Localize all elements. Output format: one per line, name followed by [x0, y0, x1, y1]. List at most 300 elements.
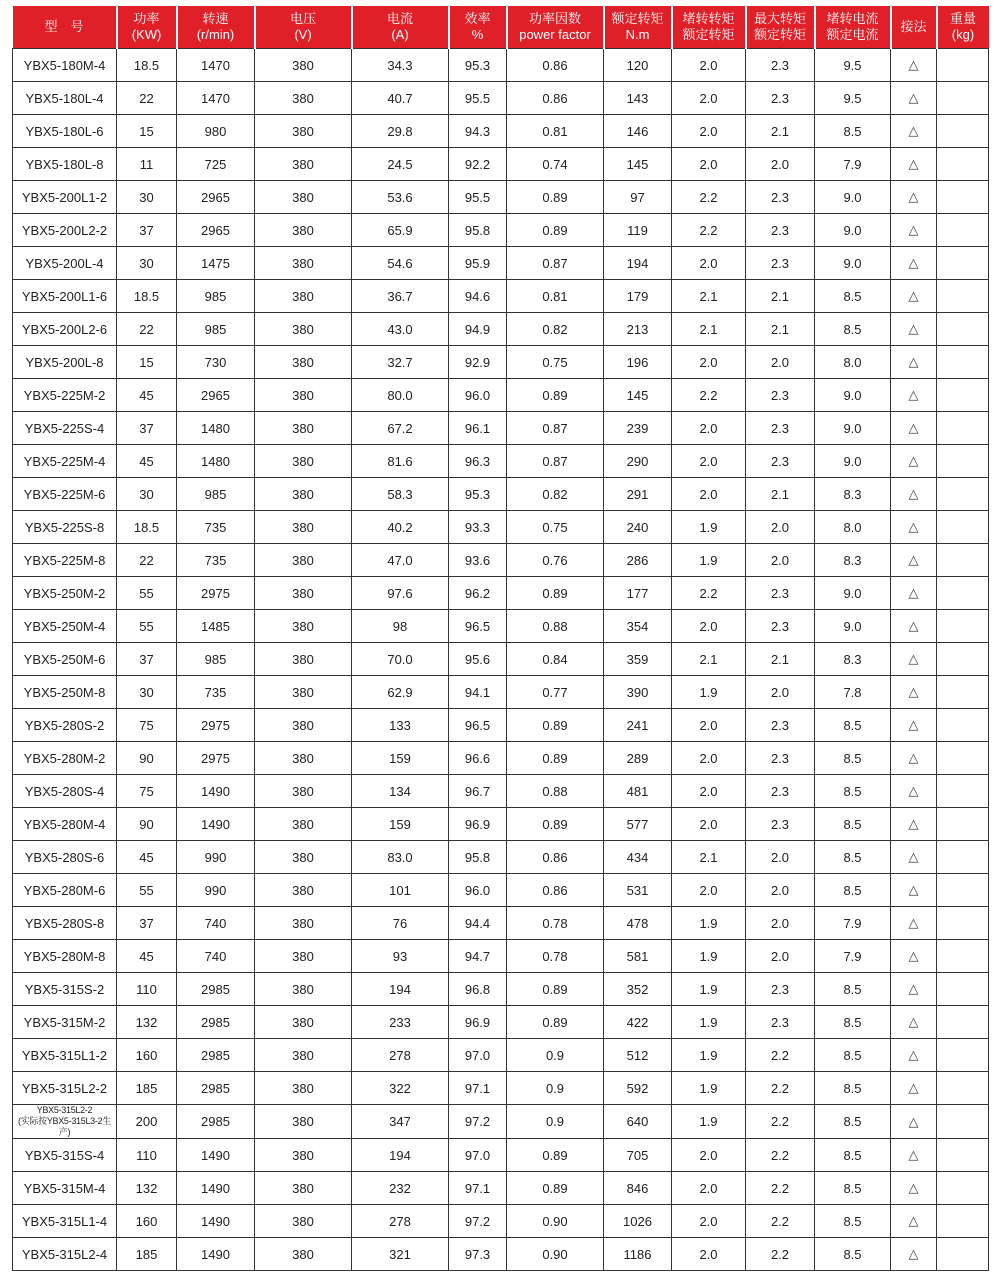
max-torque-cell: 2.0 — [746, 511, 815, 544]
model-cell: YBX5-200L2-6 — [13, 313, 117, 346]
rated-torque-cell: 241 — [604, 709, 672, 742]
efficiency-cell: 94.1 — [449, 676, 507, 709]
voltage-cell: 380 — [255, 214, 352, 247]
max-torque-cell: 2.1 — [746, 313, 815, 346]
power-cell: 185 — [117, 1072, 177, 1105]
power-factor-cell: 0.82 — [507, 478, 604, 511]
locked-rotor-current-cell: 8.0 — [815, 346, 891, 379]
power-cell: 90 — [117, 808, 177, 841]
efficiency-cell: 95.9 — [449, 247, 507, 280]
max-torque-cell: 2.3 — [746, 775, 815, 808]
model-cell: YBX5-225M-4 — [13, 445, 117, 478]
power-factor-cell: 0.9 — [507, 1039, 604, 1072]
connection-cell: △ — [891, 709, 937, 742]
weight-cell — [937, 115, 989, 148]
power-cell: 185 — [117, 1238, 177, 1271]
locked-rotor-current-cell: 7.9 — [815, 940, 891, 973]
locked-rotor-torque-cell: 2.0 — [672, 346, 746, 379]
table-row — [13, 313, 989, 346]
efficiency-cell: 95.5 — [449, 181, 507, 214]
table-row — [13, 841, 989, 874]
speed-cell: 1480 — [177, 445, 255, 478]
header-label: 电流 — [386, 11, 413, 26]
locked-rotor-torque-cell: 2.0 — [672, 775, 746, 808]
header-speed — [177, 6, 255, 49]
speed-cell: 2985 — [177, 973, 255, 1006]
locked-rotor-current-cell: 7.9 — [815, 907, 891, 940]
header-label: 转速 — [202, 11, 229, 26]
voltage-cell: 380 — [255, 1072, 352, 1105]
current-cell: 194 — [352, 1139, 449, 1172]
model-cell: YBX5-180M-4 — [13, 49, 117, 82]
power-cell: 30 — [117, 676, 177, 709]
header-model — [13, 6, 117, 49]
locked-rotor-torque-cell: 2.0 — [672, 49, 746, 82]
speed-cell: 985 — [177, 643, 255, 676]
max-torque-cell: 2.3 — [746, 247, 815, 280]
table-row — [13, 181, 989, 214]
weight-cell — [937, 676, 989, 709]
model-cell: YBX5-225S-8 — [13, 511, 117, 544]
voltage-cell: 380 — [255, 346, 352, 379]
power-cell: 30 — [117, 247, 177, 280]
locked-rotor-torque-cell: 2.0 — [672, 1238, 746, 1271]
power-factor-cell: 0.89 — [507, 577, 604, 610]
current-cell: 278 — [352, 1039, 449, 1072]
table-row — [13, 940, 989, 973]
speed-cell: 1490 — [177, 808, 255, 841]
power-cell: 18.5 — [117, 280, 177, 313]
connection-cell: △ — [891, 346, 937, 379]
max-torque-cell: 2.3 — [746, 412, 815, 445]
rated-torque-cell: 1026 — [604, 1205, 672, 1238]
rated-torque-cell: 481 — [604, 775, 672, 808]
model-cell: YBX5-280M-4 — [13, 808, 117, 841]
efficiency-cell: 97.2 — [449, 1105, 507, 1139]
voltage-cell: 380 — [255, 676, 352, 709]
table-row — [13, 148, 989, 181]
current-cell: 36.7 — [352, 280, 449, 313]
current-cell: 47.0 — [352, 544, 449, 577]
weight-cell — [937, 49, 989, 82]
motor-spec-table — [12, 6, 988, 1271]
current-cell: 278 — [352, 1205, 449, 1238]
weight-cell — [937, 544, 989, 577]
current-cell: 40.2 — [352, 511, 449, 544]
efficiency-cell: 94.7 — [449, 940, 507, 973]
connection-cell: △ — [891, 181, 937, 214]
power-cell: 37 — [117, 907, 177, 940]
power-cell: 37 — [117, 412, 177, 445]
speed-cell: 2985 — [177, 1039, 255, 1072]
power-factor-cell: 0.89 — [507, 181, 604, 214]
voltage-cell: 380 — [255, 544, 352, 577]
header-sublabel: (A) — [391, 27, 409, 42]
rated-torque-cell: 359 — [604, 643, 672, 676]
weight-cell — [937, 874, 989, 907]
locked-rotor-current-cell: 8.5 — [815, 1006, 891, 1039]
power-factor-cell: 0.88 — [507, 610, 604, 643]
rated-torque-cell: 640 — [604, 1105, 672, 1139]
weight-cell — [937, 478, 989, 511]
speed-cell: 1470 — [177, 49, 255, 82]
current-cell: 159 — [352, 808, 449, 841]
current-cell: 24.5 — [352, 148, 449, 181]
efficiency-cell: 94.6 — [449, 280, 507, 313]
power-factor-cell: 0.90 — [507, 1205, 604, 1238]
connection-cell: △ — [891, 544, 937, 577]
model-cell: YBX5-225M-8 — [13, 544, 117, 577]
table-row — [13, 478, 989, 511]
locked-rotor-current-cell: 8.5 — [815, 313, 891, 346]
power-cell: 22 — [117, 544, 177, 577]
locked-rotor-torque-cell: 2.2 — [672, 181, 746, 214]
current-cell: 58.3 — [352, 478, 449, 511]
locked-rotor-torque-cell: 1.9 — [672, 1072, 746, 1105]
current-cell: 322 — [352, 1072, 449, 1105]
max-torque-cell: 2.1 — [746, 280, 815, 313]
speed-cell: 1485 — [177, 610, 255, 643]
table-row — [13, 577, 989, 610]
rated-torque-cell: 145 — [604, 148, 672, 181]
model-cell: YBX5-315L1-2 — [13, 1039, 117, 1072]
speed-cell: 2965 — [177, 181, 255, 214]
header-label: 功率 — [133, 11, 160, 26]
speed-cell: 735 — [177, 676, 255, 709]
weight-cell — [937, 610, 989, 643]
voltage-cell: 380 — [255, 1238, 352, 1271]
current-cell: 93 — [352, 940, 449, 973]
power-factor-cell: 0.81 — [507, 280, 604, 313]
current-cell: 80.0 — [352, 379, 449, 412]
model-cell: YBX5-315L2-4 — [13, 1238, 117, 1271]
voltage-cell: 380 — [255, 181, 352, 214]
locked-rotor-current-cell: 8.5 — [815, 1105, 891, 1139]
power-cell: 200 — [117, 1105, 177, 1139]
model-cell: YBX5-315M-2 — [13, 1006, 117, 1039]
locked-rotor-current-cell: 8.5 — [815, 1072, 891, 1105]
table-row — [13, 874, 989, 907]
connection-cell: △ — [891, 313, 937, 346]
voltage-cell: 380 — [255, 874, 352, 907]
speed-cell: 980 — [177, 115, 255, 148]
max-torque-cell: 2.1 — [746, 643, 815, 676]
connection-cell: △ — [891, 676, 937, 709]
max-torque-cell: 2.3 — [746, 181, 815, 214]
model-cell: YBX5-315L1-4 — [13, 1205, 117, 1238]
connection-cell: △ — [891, 874, 937, 907]
table-row — [13, 511, 989, 544]
current-cell: 321 — [352, 1238, 449, 1271]
weight-cell — [937, 1238, 989, 1271]
connection-cell: △ — [891, 1139, 937, 1172]
rated-torque-cell: 240 — [604, 511, 672, 544]
locked-rotor-current-cell: 8.5 — [815, 1238, 891, 1271]
connection-cell: △ — [891, 1205, 937, 1238]
header-label: 型 号 — [44, 19, 84, 34]
locked-rotor-torque-cell: 2.1 — [672, 841, 746, 874]
locked-rotor-torque-cell: 1.9 — [672, 676, 746, 709]
model-cell: YBX5-200L-4 — [13, 247, 117, 280]
connection-cell: △ — [891, 148, 937, 181]
voltage-cell: 380 — [255, 1039, 352, 1072]
power-cell: 11 — [117, 148, 177, 181]
locked-rotor-torque-cell: 2.0 — [672, 1205, 746, 1238]
voltage-cell: 380 — [255, 1105, 352, 1139]
voltage-cell: 380 — [255, 709, 352, 742]
efficiency-cell: 96.7 — [449, 775, 507, 808]
current-cell: 97.6 — [352, 577, 449, 610]
weight-cell — [937, 412, 989, 445]
voltage-cell: 380 — [255, 577, 352, 610]
connection-cell: △ — [891, 511, 937, 544]
rated-torque-cell: 120 — [604, 49, 672, 82]
header-sublabel: (V) — [294, 27, 312, 42]
current-cell: 34.3 — [352, 49, 449, 82]
max-torque-cell: 2.0 — [746, 346, 815, 379]
rated-torque-cell: 581 — [604, 940, 672, 973]
power-factor-cell: 0.90 — [507, 1238, 604, 1271]
locked-rotor-current-cell: 9.5 — [815, 82, 891, 115]
header-rated-torque — [604, 6, 672, 49]
power-factor-cell: 0.84 — [507, 643, 604, 676]
current-cell: 67.2 — [352, 412, 449, 445]
model-cell: YBX5-180L-4 — [13, 82, 117, 115]
power-cell: 15 — [117, 115, 177, 148]
table-row — [13, 379, 989, 412]
rated-torque-cell: 177 — [604, 577, 672, 610]
rated-torque-cell: 290 — [604, 445, 672, 478]
efficiency-cell: 92.9 — [449, 346, 507, 379]
power-factor-cell: 0.89 — [507, 1006, 604, 1039]
speed-cell: 735 — [177, 511, 255, 544]
power-factor-cell: 0.81 — [507, 115, 604, 148]
weight-cell — [937, 82, 989, 115]
efficiency-cell: 94.4 — [449, 907, 507, 940]
efficiency-cell: 96.0 — [449, 379, 507, 412]
header-label: 功率因数 — [528, 11, 581, 26]
current-cell: 53.6 — [352, 181, 449, 214]
table-row — [13, 676, 989, 709]
header-sublabel: 额定转矩 — [682, 27, 735, 42]
rated-torque-cell: 286 — [604, 544, 672, 577]
connection-cell: △ — [891, 1072, 937, 1105]
power-factor-cell: 0.78 — [507, 940, 604, 973]
connection-cell: △ — [891, 775, 937, 808]
header-power-factor — [507, 6, 604, 49]
efficiency-cell: 97.3 — [449, 1238, 507, 1271]
rated-torque-cell: 592 — [604, 1072, 672, 1105]
power-factor-cell: 0.89 — [507, 379, 604, 412]
weight-cell — [937, 1105, 989, 1139]
power-cell: 45 — [117, 379, 177, 412]
locked-rotor-torque-cell: 1.9 — [672, 940, 746, 973]
max-torque-cell: 2.3 — [746, 742, 815, 775]
weight-cell — [937, 181, 989, 214]
table-row — [13, 1039, 989, 1072]
power-cell: 15 — [117, 346, 177, 379]
power-factor-cell: 0.77 — [507, 676, 604, 709]
max-torque-cell: 2.3 — [746, 808, 815, 841]
efficiency-cell: 93.3 — [449, 511, 507, 544]
rated-torque-cell: 119 — [604, 214, 672, 247]
connection-cell: △ — [891, 115, 937, 148]
voltage-cell: 380 — [255, 49, 352, 82]
efficiency-cell: 96.8 — [449, 973, 507, 1006]
table-row — [13, 49, 989, 82]
voltage-cell: 380 — [255, 247, 352, 280]
speed-cell: 730 — [177, 346, 255, 379]
model-cell: YBX5-280M-2 — [13, 742, 117, 775]
current-cell: 29.8 — [352, 115, 449, 148]
speed-cell: 2985 — [177, 1006, 255, 1039]
efficiency-cell: 95.8 — [449, 214, 507, 247]
connection-cell: △ — [891, 1006, 937, 1039]
efficiency-cell: 97.1 — [449, 1072, 507, 1105]
header-max-torque — [746, 6, 815, 49]
locked-rotor-current-cell: 8.5 — [815, 973, 891, 1006]
weight-cell — [937, 709, 989, 742]
locked-rotor-torque-cell: 1.9 — [672, 907, 746, 940]
power-cell: 22 — [117, 313, 177, 346]
power-cell: 45 — [117, 445, 177, 478]
power-factor-cell: 0.86 — [507, 82, 604, 115]
rated-torque-cell: 143 — [604, 82, 672, 115]
model-cell: YBX5-200L1-2 — [13, 181, 117, 214]
efficiency-cell: 95.6 — [449, 643, 507, 676]
current-cell: 232 — [352, 1172, 449, 1205]
weight-cell — [937, 808, 989, 841]
locked-rotor-current-cell: 9.5 — [815, 49, 891, 82]
power-cell: 132 — [117, 1006, 177, 1039]
rated-torque-cell: 239 — [604, 412, 672, 445]
table-row — [13, 1172, 989, 1205]
table-body — [13, 49, 989, 1271]
rated-torque-cell: 512 — [604, 1039, 672, 1072]
speed-cell: 740 — [177, 907, 255, 940]
table-row — [13, 247, 989, 280]
locked-rotor-torque-cell: 1.9 — [672, 511, 746, 544]
power-factor-cell: 0.78 — [507, 907, 604, 940]
model-cell: YBX5-200L1-6 — [13, 280, 117, 313]
model-cell — [13, 1105, 117, 1139]
max-torque-cell: 2.3 — [746, 49, 815, 82]
power-cell: 75 — [117, 709, 177, 742]
current-cell: 83.0 — [352, 841, 449, 874]
locked-rotor-torque-cell: 1.9 — [672, 544, 746, 577]
weight-cell — [937, 148, 989, 181]
current-cell: 62.9 — [352, 676, 449, 709]
locked-rotor-current-cell: 8.5 — [815, 742, 891, 775]
current-cell: 76 — [352, 907, 449, 940]
weight-cell — [937, 940, 989, 973]
model-cell: YBX5-225S-4 — [13, 412, 117, 445]
table-row — [13, 1006, 989, 1039]
locked-rotor-torque-cell: 2.0 — [672, 247, 746, 280]
header-sublabel: N.m — [625, 27, 650, 42]
locked-rotor-torque-cell: 2.0 — [672, 610, 746, 643]
model-cell: YBX5-180L-6 — [13, 115, 117, 148]
locked-rotor-current-cell: 8.5 — [815, 808, 891, 841]
header-label: 堵转转矩 — [682, 11, 735, 26]
power-factor-cell: 0.75 — [507, 511, 604, 544]
voltage-cell: 380 — [255, 280, 352, 313]
max-torque-cell: 2.3 — [746, 610, 815, 643]
voltage-cell: 380 — [255, 973, 352, 1006]
max-torque-cell: 2.0 — [746, 544, 815, 577]
weight-cell — [937, 643, 989, 676]
power-factor-cell: 0.89 — [507, 973, 604, 1006]
locked-rotor-torque-cell: 1.9 — [672, 1105, 746, 1139]
efficiency-cell: 96.9 — [449, 808, 507, 841]
rated-torque-cell: 390 — [604, 676, 672, 709]
voltage-cell: 380 — [255, 1205, 352, 1238]
speed-cell: 2975 — [177, 577, 255, 610]
power-factor-cell: 0.89 — [507, 742, 604, 775]
connection-cell: △ — [891, 82, 937, 115]
connection-cell: △ — [891, 973, 937, 1006]
voltage-cell: 380 — [255, 1139, 352, 1172]
power-cell: 160 — [117, 1205, 177, 1238]
weight-cell — [937, 511, 989, 544]
table-row — [13, 709, 989, 742]
efficiency-cell: 97.2 — [449, 1205, 507, 1238]
connection-cell: △ — [891, 742, 937, 775]
header-label: 额定转矩 — [611, 11, 664, 26]
rated-torque-cell: 179 — [604, 280, 672, 313]
locked-rotor-current-cell: 9.0 — [815, 379, 891, 412]
table-row — [13, 775, 989, 808]
locked-rotor-current-cell: 8.5 — [815, 1139, 891, 1172]
weight-cell — [937, 379, 989, 412]
locked-rotor-torque-cell: 2.0 — [672, 478, 746, 511]
weight-cell — [937, 973, 989, 1006]
header-label: 电压 — [289, 11, 316, 26]
current-cell: 54.6 — [352, 247, 449, 280]
max-torque-cell: 2.1 — [746, 478, 815, 511]
max-torque-cell: 2.2 — [746, 1039, 815, 1072]
rated-torque-cell: 145 — [604, 379, 672, 412]
speed-cell: 985 — [177, 478, 255, 511]
speed-cell: 725 — [177, 148, 255, 181]
locked-rotor-torque-cell: 2.2 — [672, 379, 746, 412]
locked-rotor-current-cell: 8.5 — [815, 115, 891, 148]
speed-cell: 2965 — [177, 214, 255, 247]
header-label: 效率 — [464, 11, 491, 26]
voltage-cell: 380 — [255, 775, 352, 808]
power-factor-cell: 0.89 — [507, 709, 604, 742]
power-cell: 30 — [117, 181, 177, 214]
power-cell: 37 — [117, 643, 177, 676]
power-cell: 30 — [117, 478, 177, 511]
locked-rotor-current-cell: 9.0 — [815, 445, 891, 478]
locked-rotor-current-cell: 8.5 — [815, 280, 891, 313]
rated-torque-cell: 705 — [604, 1139, 672, 1172]
power-cell: 37 — [117, 214, 177, 247]
rated-torque-cell: 478 — [604, 907, 672, 940]
speed-cell: 1490 — [177, 1238, 255, 1271]
voltage-cell: 380 — [255, 610, 352, 643]
header-sublabel: (kg) — [951, 27, 975, 42]
power-cell: 22 — [117, 82, 177, 115]
header-sublabel: (r/min) — [196, 27, 235, 42]
efficiency-cell: 96.5 — [449, 610, 507, 643]
efficiency-cell: 93.6 — [449, 544, 507, 577]
table-row — [13, 280, 989, 313]
current-cell: 133 — [352, 709, 449, 742]
locked-rotor-torque-cell: 2.0 — [672, 709, 746, 742]
locked-rotor-current-cell: 9.0 — [815, 247, 891, 280]
